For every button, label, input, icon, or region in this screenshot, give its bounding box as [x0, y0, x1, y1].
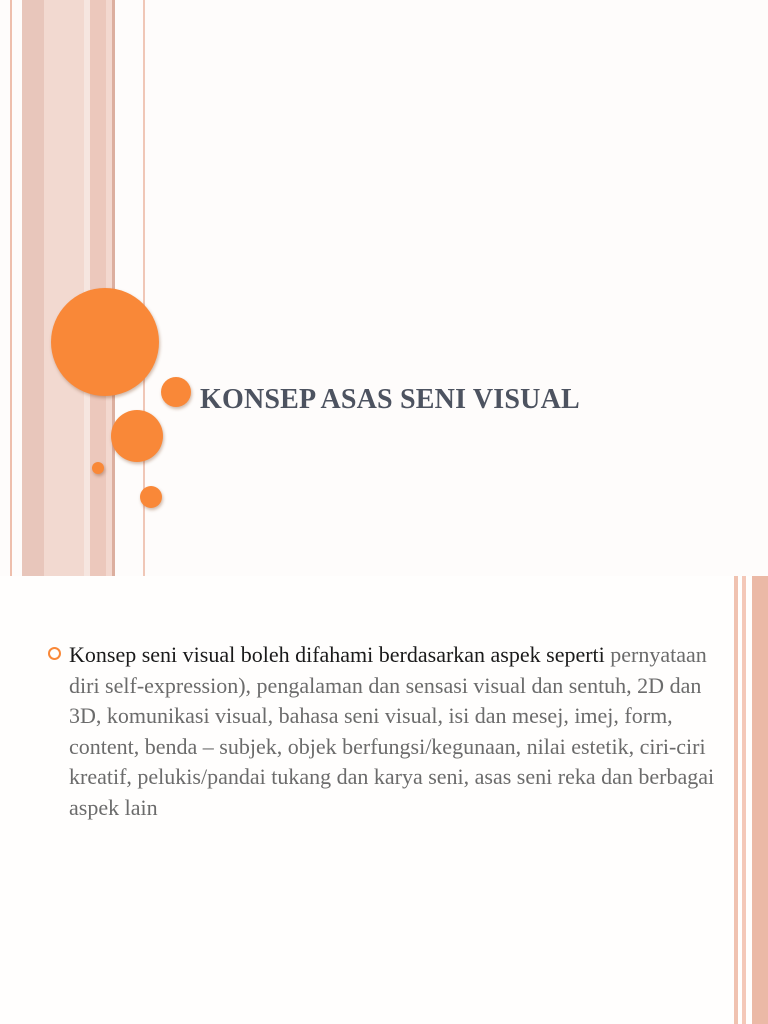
decor-stripe: [742, 576, 746, 1024]
decor-stripe: [752, 576, 768, 1024]
decor-stripe: [734, 576, 738, 1024]
decor-stripe: [22, 0, 44, 576]
decor-stripe: [44, 0, 84, 576]
bullet-rest-text: pernyataan diri self-expression), pengalaman dan sensasi visual dan sentuh, 2D dan 3D, komunikasi visual, bahasa seni visual, isi dan mesej, imej, form, content, benda – subjek, objek berfungsi/kegunaan, nilai estetik, ciri-ciri kreatif, pelukis/pandai tukang dan karya seni, asas seni reka dan berbagai aspek lain: [69, 642, 715, 820]
slide-title: KONSEP ASAS SENI VISUAL: [200, 384, 580, 415]
decor-circle-large: [51, 288, 159, 396]
bullet-item: [48, 640, 728, 823]
bullet-text: [69, 640, 728, 823]
content-slide: [0, 576, 768, 1024]
ring-bullet-icon: [48, 647, 61, 660]
decor-circle-small: [140, 486, 162, 508]
decor-circle-medium: [111, 410, 163, 462]
decor-circle-small: [161, 377, 191, 407]
decor-circle-tiny: [92, 462, 104, 474]
decor-stripe: [10, 0, 12, 576]
bullet-lead-text: Konsep seni visual boleh difahami berdasarkan aspek seperti: [69, 642, 605, 667]
